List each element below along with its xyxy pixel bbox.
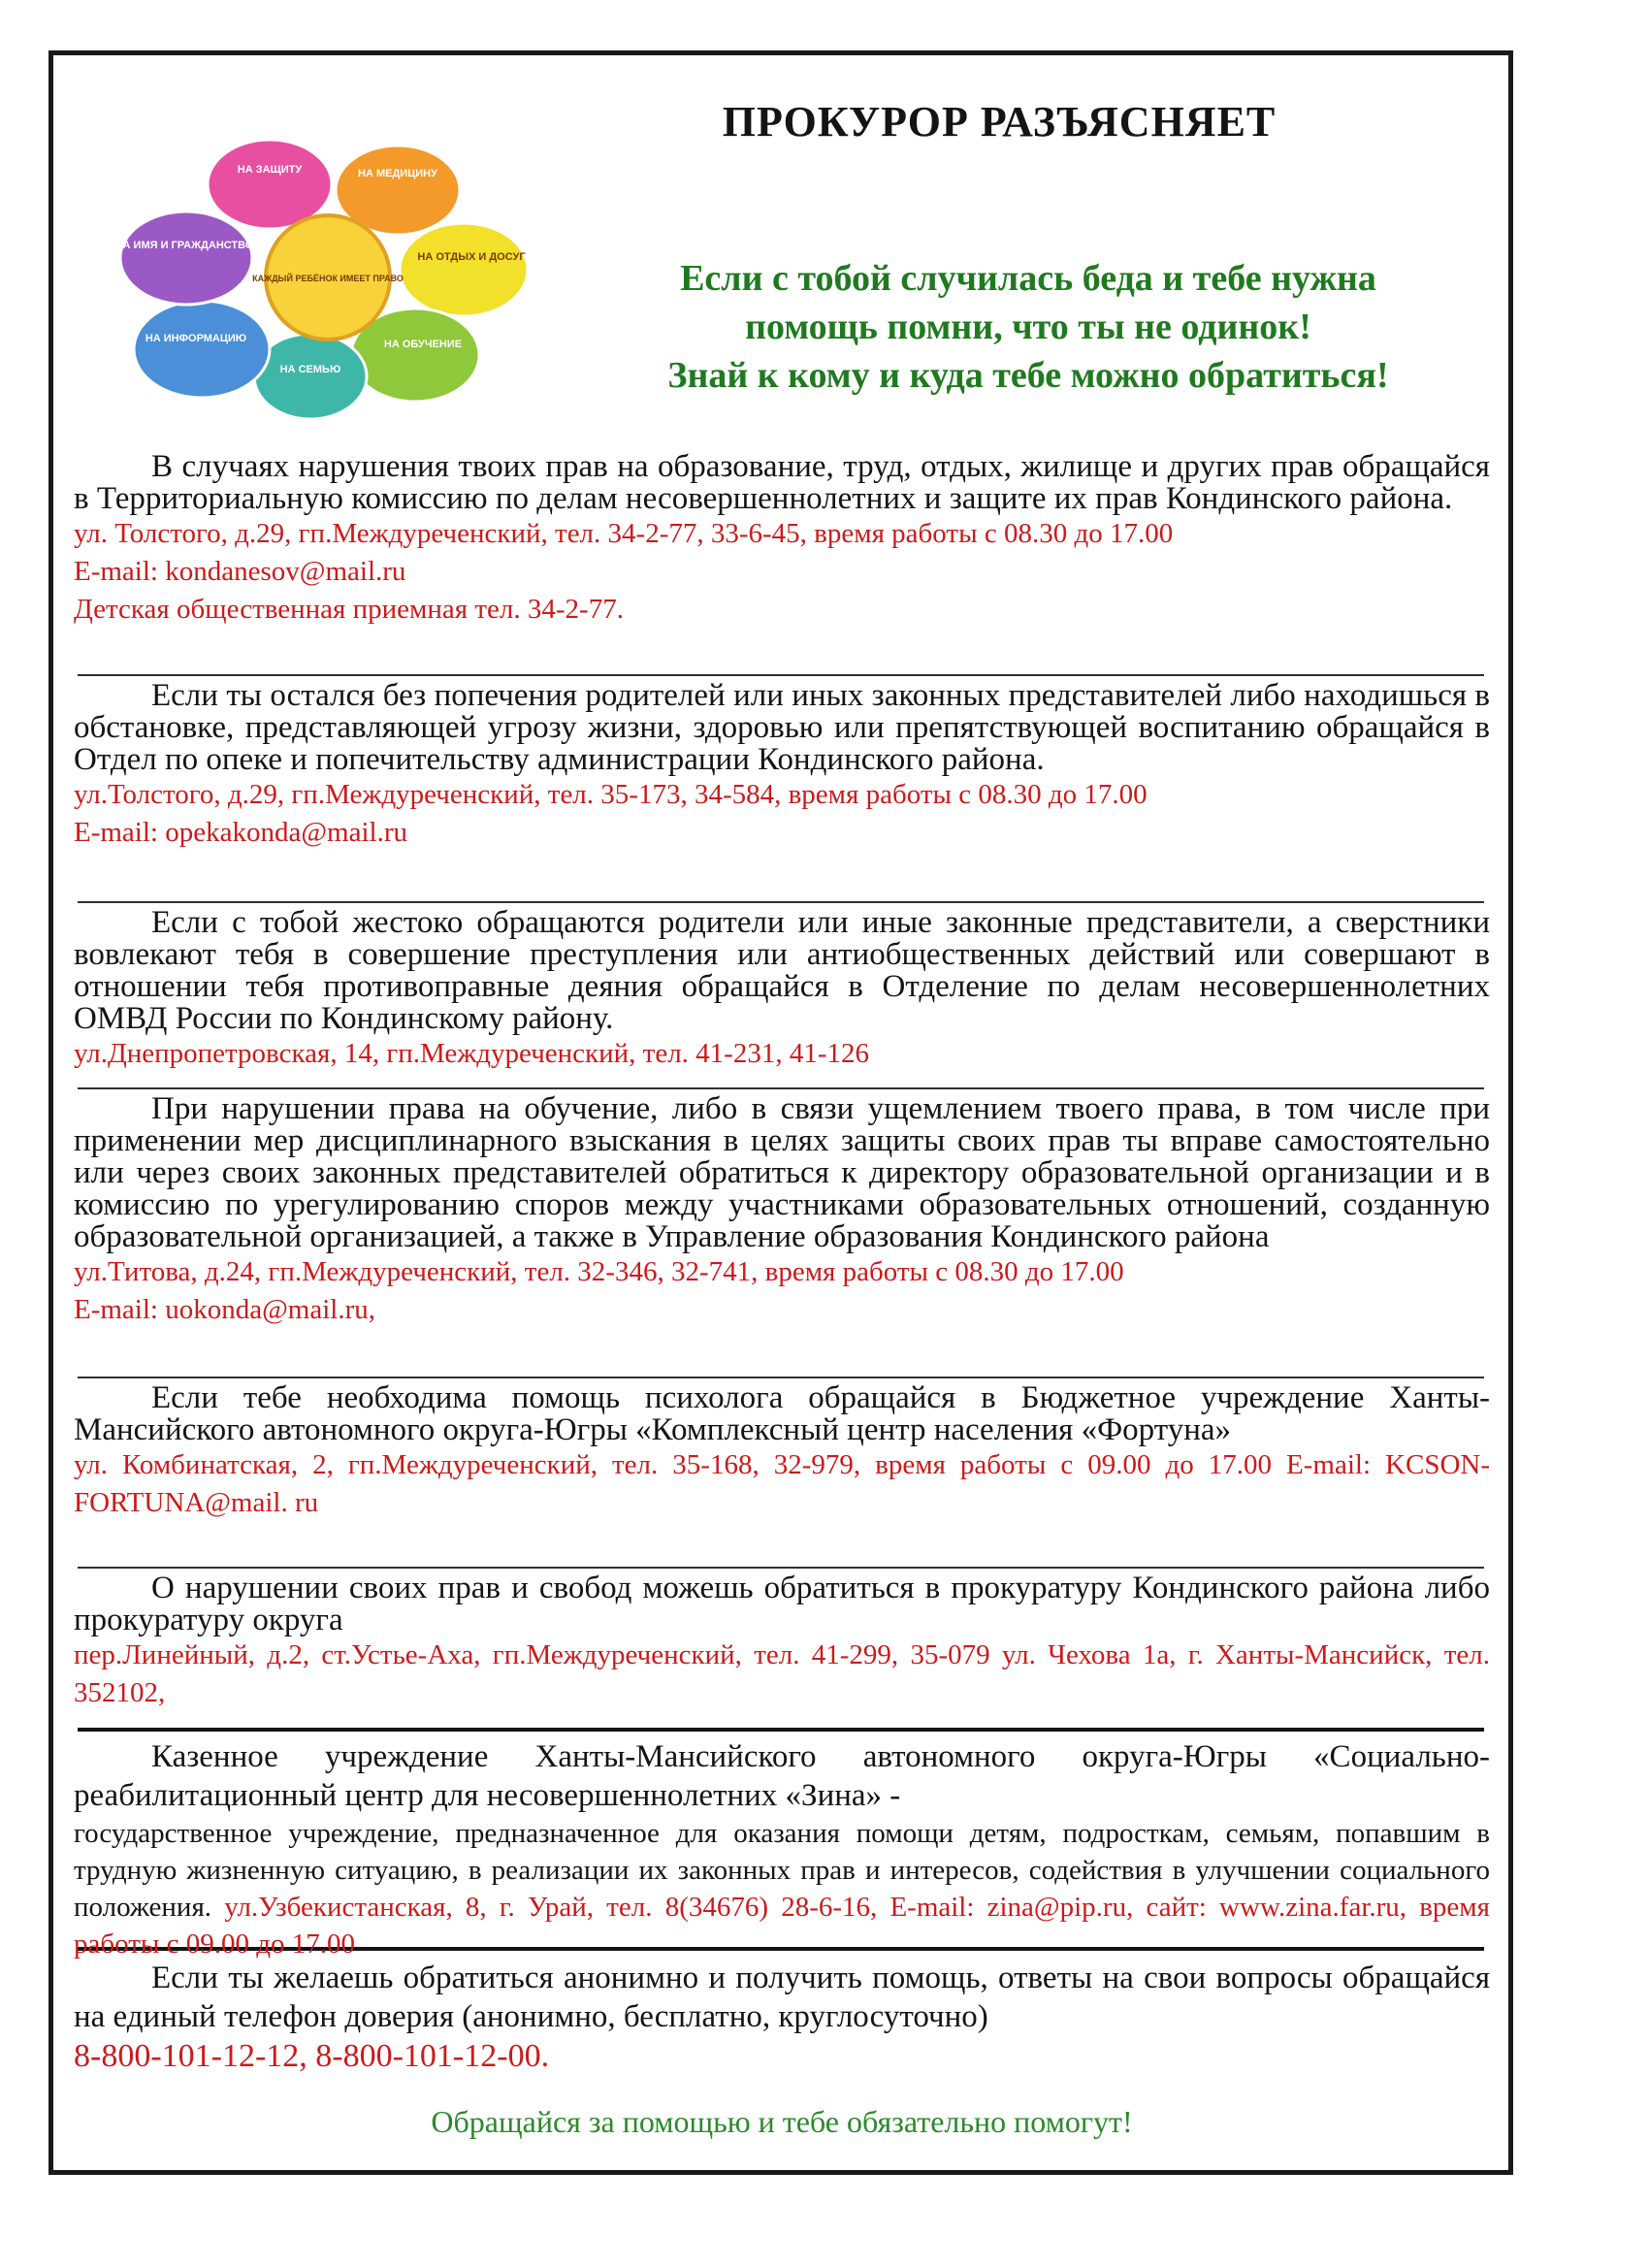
slogan-line: Если с тобой случилась беда и тебе нужна (680, 258, 1376, 299)
help-sections (74, 451, 1490, 2140)
petal-label: НА МЕДИЦИНУ (358, 168, 437, 179)
divider (78, 1087, 1484, 1089)
section-contact: ул.Днепропетровская, 14, гп.Междуреченский, тел. 41-231, 41-126 (74, 1038, 870, 1069)
section-text: При нарушении права на обучение, либо в связи ущемлением твоего права, в том числе при применении мер дисциплинарного взыскания в целях защиты своих прав ты вправе самостоятельно или через своих законных представителей обратиться к директору образовательной организации и в комиссию по урегулированию споров между участниками образовательных отношений, созданную образовательной организацией, а также в Управление образования Кондинского района (74, 1091, 1490, 1254)
closing-line: Обращайся за помощью и тебе обязательно помогут! (431, 2104, 1133, 2139)
section-email: E-mail: kondanesov@mail.ru (74, 556, 406, 587)
section-email: E-mail: opekakonda@mail.ru (74, 817, 407, 848)
slogan (572, 254, 1484, 400)
section-education (74, 1093, 1490, 1377)
flower-graphic (107, 134, 553, 425)
section-text: Если тебе необходима помощь психолога обращайся в Бюджетное учреждение Ханты-Мансийского автономного округа-Югры «Комплексный центр населения «Фортуна» (74, 1380, 1490, 1447)
section-text: Если ты остался без попечения родителей или иных законных представителей либо находишься в обстановке, представляющей угрозу жизни, здоровью или препятствующей воспитанию обращайся в Отдел по опеке и попечительству администрации Кондинского района. (74, 678, 1490, 777)
divider (78, 901, 1484, 903)
section-commission (74, 451, 1490, 674)
section-email: E-mail: uokonda@mail.ru, (74, 1294, 375, 1325)
section-text: Если с тобой жестоко обращаются родители или иные законные представители, а сверстники вовлекают тебя в совершение преступления или антиобщественных действий или совершают в отношении тебя противоправные деяния обращайся в Отделение по делам несовершеннолетних ОМВД России по Кондинскому району. (74, 905, 1490, 1036)
zina-body: государственное учреждение, предназначенное для оказания помощи детям, подросткам, семьям, попавшим в трудную жизненную ситуацию, в реализации их законных прав и интересов, содействия в улучшении социального положения. (74, 1818, 1490, 1923)
section-contact: ул.Титова, д.24, гп.Междуреченский, тел. 32-346, 32-741, время работы с 08.30 до 17.00 (74, 1256, 1124, 1287)
zina-lead: Казенное учреждение Ханты-Мансийского автономного округа-Югры «Социально-реабилитационный центр для несовершеннолетних «Зина» - (74, 1739, 1490, 1813)
section-zina-center (74, 1737, 1490, 1960)
section-contact: Детская общественная приемная тел. 34-2-77. (74, 594, 624, 625)
hotline-phones: 8-800-101-12-12, 8-800-101-12-00. (74, 2038, 550, 2074)
divider (78, 674, 1484, 676)
slogan-line: помощь помни, что ты не одинок! (745, 307, 1311, 347)
flower-center-label: КАЖДЫЙ РЕБЁНОК ИМЕЕТ ПРАВО (252, 274, 404, 283)
section-police (74, 907, 1490, 1087)
section-prosecutor (74, 1572, 1490, 1728)
section-hotline (74, 1959, 1490, 2140)
petal-citizenship (120, 211, 252, 305)
section-contact: пер.Линейный, д.2, ст.Устье-Аха, гп.Междуреченский, тел. 41-299, 35-079 ул. Чехова 1а, г. Ханты-Мансийск, тел. 352102, (74, 1639, 1490, 1708)
section-text: О нарушении своих прав и свобод можешь обратиться в прокуратуру Кондинского района либо прокуратуру округа (74, 1571, 1490, 1637)
slogan-line: Знай к кому и куда тебе можно обратиться! (667, 355, 1389, 396)
divider (78, 1567, 1484, 1569)
hotline-text: Если ты желаешь обратиться анонимно и получить помощь, ответы на свои вопросы обращайся на единый телефон доверия (анонимно, бесплатно, круглосуточно) (74, 1960, 1490, 2034)
section-contact: ул.Толстого, д.29, гп.Междуреченский, тел. 35-173, 34-584, время работы с 08.30 до 17.00 (74, 779, 1148, 810)
petal-label: НА ОБУЧЕНИЕ (383, 339, 463, 350)
divider-thick (78, 1728, 1484, 1732)
rights-flower-illustration (107, 134, 553, 425)
petal-label: НА СЕМЬЮ (279, 364, 341, 375)
petal-leisure (400, 223, 528, 316)
petal-label: НА ИНФОРМАЦИЮ (145, 333, 247, 344)
petal-information (134, 301, 270, 398)
petal-label: НА ЗАЩИТУ (237, 164, 303, 176)
page-title: ПРОКУРОР РАЗЪЯСНЯЕТ (722, 98, 1277, 146)
petal-label: НА ОТДЫХ И ДОСУГ (417, 251, 526, 263)
section-guardianship (74, 680, 1490, 901)
section-contact: ул. Толстого, д.29, гп.Междуреченский, тел. 34-2-77, 33-6-45, время работы с 08.30 до 17.00 (74, 518, 1174, 549)
section-contact: ул. Комбинатская, 2, гп.Междуреченский, тел. 35-168, 32-979, время работы с 09.00 до 17.00 E-mail: KCSON-FORTUNA@mail. ru (74, 1449, 1490, 1518)
zina-text (74, 1815, 1490, 1962)
zina-contact: ул.Узбекистанская, 8, г. Урай, тел. 8(34676) 28-6-16, E-mail: zina@pip.ru, сайт: www.zina.far.ru, время работы с 09.00 до 17.00 (74, 1892, 1490, 1960)
section-text: В случаях нарушения твоих прав на образование, труд, отдых, жилище и других прав обращайся в Территориальную комиссию по делам несовершеннолетних и защите их прав Кондинского района. (74, 449, 1490, 516)
petal-label: НА ИМЯ И ГРАЖДАНСТВО (114, 240, 254, 251)
divider (78, 1377, 1484, 1378)
section-psychologist (74, 1382, 1490, 1567)
